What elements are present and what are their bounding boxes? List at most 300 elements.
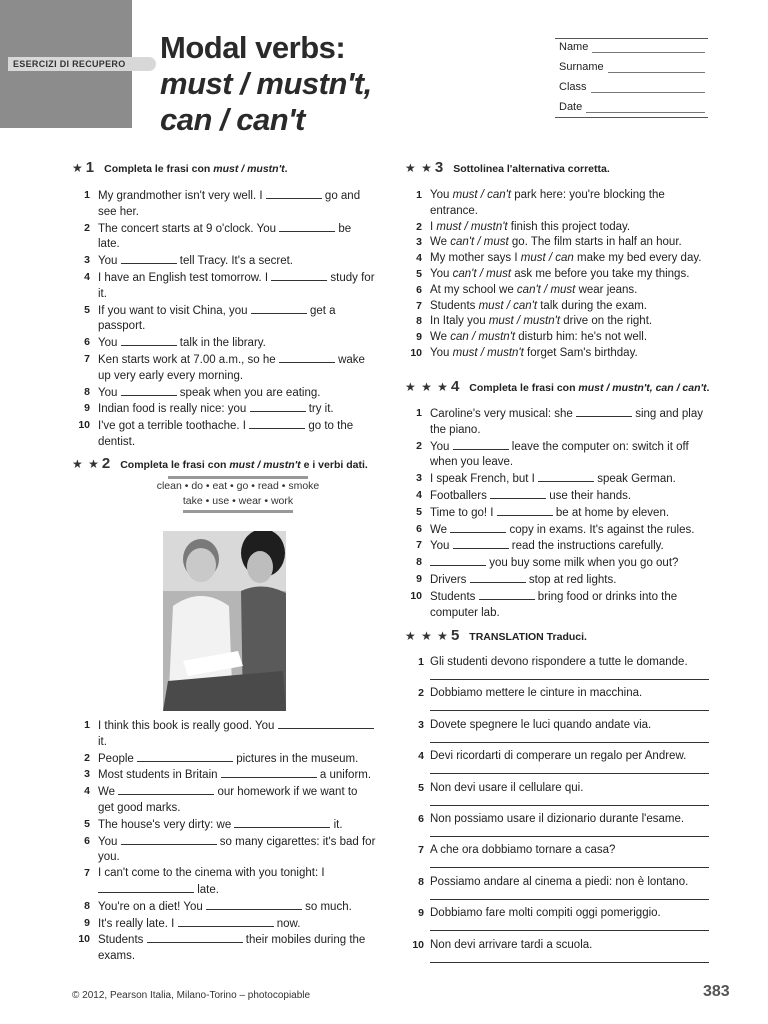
sentence-start: At my school we	[430, 283, 517, 296]
item-number: 1	[84, 189, 90, 201]
item-number: 8	[84, 899, 90, 912]
answer-blank[interactable]	[221, 767, 317, 778]
translation-answer-line[interactable]	[430, 699, 709, 711]
translation-sentence	[410, 907, 709, 919]
item-text	[430, 488, 713, 505]
item-number: 6	[84, 834, 90, 847]
sentence-start: You	[98, 386, 121, 399]
translation-answer-line[interactable]	[430, 888, 709, 900]
choice-alternatives[interactable]: must / can't	[452, 189, 512, 201]
sentence-start: My grandmother isn't very well. I	[98, 190, 266, 202]
sentence-end: go to the dentist.	[98, 420, 354, 448]
answer-blank[interactable]	[147, 932, 243, 943]
item-number: 5	[418, 781, 424, 794]
item-number: 6	[418, 813, 424, 825]
sentence-end: leave the computer on: switch it off when you leave.	[430, 440, 689, 469]
sentence-start: You	[98, 337, 121, 350]
choice-alternatives[interactable]: can't / must	[516, 283, 576, 296]
translation-item	[410, 939, 709, 963]
choice-alternatives[interactable]: can't / must	[452, 267, 512, 280]
exercise-1-list	[76, 188, 376, 451]
exercise-number: 1	[85, 159, 95, 176]
list-item	[408, 251, 713, 267]
copyright-notice: © 2012, Pearson Italia, Milano-Torino – photocopiable	[72, 990, 311, 1001]
italian-sentence: A che ora dobbiamo tornare a casa?	[430, 844, 616, 857]
item-number: 1	[416, 407, 422, 419]
sentence-start: Students	[98, 934, 147, 947]
answer-blank[interactable]	[137, 751, 233, 762]
sentence-end: wear jeans.	[575, 283, 638, 296]
list-item	[76, 932, 376, 965]
list-item	[76, 751, 376, 768]
sentence-end: our homework if we want to get good marks.	[98, 786, 358, 814]
sentence-end: park here: you're blocking the entrance.	[430, 189, 665, 217]
exercise-2-heading	[72, 455, 368, 472]
item-text	[430, 188, 713, 220]
word-box	[150, 476, 326, 513]
item-number: 10	[78, 419, 90, 432]
photo-illustration	[163, 531, 286, 711]
answer-blank[interactable]	[249, 418, 305, 429]
item-number: 2	[84, 221, 90, 234]
list-item	[408, 314, 713, 330]
exercise-number: 2	[101, 455, 111, 472]
name-field[interactable]: Name	[559, 41, 705, 53]
list-item	[408, 439, 713, 472]
translation-sentence	[410, 876, 709, 888]
list-item	[76, 718, 376, 751]
list-item	[408, 188, 713, 220]
item-number: 2	[416, 439, 422, 452]
translation-item	[410, 719, 709, 743]
translation-sentence	[410, 750, 709, 762]
translation-answer-line[interactable]	[430, 668, 709, 680]
item-text	[430, 572, 713, 589]
sentence-end: talk during the exam.	[537, 299, 647, 312]
answer-blank[interactable]	[453, 538, 509, 549]
students-reading-photo	[163, 531, 286, 711]
list-item	[408, 220, 713, 236]
item-number: 9	[416, 331, 422, 344]
item-text	[98, 401, 376, 418]
sentence-end: pictures in the museum.	[233, 752, 359, 765]
sentence-end: disturb him: he's not well.	[515, 331, 648, 344]
item-text	[430, 439, 713, 472]
list-item	[76, 221, 376, 254]
item-number: 7	[416, 539, 422, 552]
list-item	[408, 283, 713, 299]
answer-blank[interactable]	[178, 916, 274, 927]
sentence-start: In Italy you	[430, 315, 489, 328]
item-text	[430, 538, 713, 555]
item-text	[98, 751, 376, 768]
item-text	[430, 471, 713, 488]
sentence-end: make my bed every day.	[573, 252, 702, 265]
item-number: 5	[416, 505, 422, 518]
difficulty-stars: ★ ★ ★	[405, 380, 449, 394]
translation-item	[410, 813, 709, 837]
answer-blank[interactable]	[279, 352, 335, 363]
list-item	[408, 267, 713, 283]
item-number: 7	[416, 299, 422, 312]
difficulty-stars: ★ ★	[72, 457, 100, 471]
sentence-end: their mobiles during the exams.	[98, 934, 366, 963]
sentence-end: late.	[194, 883, 219, 896]
item-text	[98, 916, 376, 933]
list-item	[76, 866, 376, 899]
sentence-start: I have an English test tomorrow. I	[98, 271, 272, 284]
item-number: 6	[416, 283, 422, 296]
sentence-start: The house's very dirty: we	[98, 818, 235, 831]
item-text	[98, 253, 376, 270]
difficulty-stars: ★ ★	[405, 161, 433, 175]
item-number: 2	[84, 751, 90, 764]
sentence-start: I've got a terrible toothache. I	[98, 420, 250, 433]
choice-alternatives[interactable]: can / mustn't	[450, 331, 516, 344]
item-text	[430, 220, 713, 236]
item-text	[98, 270, 376, 303]
sentence-start: I speak French, but I	[430, 473, 539, 486]
sentence-end: so many cigarettes: it's bad for you.	[98, 835, 376, 864]
item-number: 5	[84, 303, 90, 316]
item-number: 8	[416, 556, 422, 569]
title-line-3: can / can't	[160, 102, 305, 137]
list-item	[408, 406, 713, 439]
answer-blank[interactable]	[266, 188, 322, 199]
item-number: 6	[84, 336, 90, 349]
answer-blank[interactable]	[497, 505, 553, 516]
answer-blank[interactable]	[278, 718, 374, 729]
sentence-end: tell Tracy. It's a secret.	[176, 255, 293, 268]
answer-blank[interactable]	[234, 817, 330, 828]
answer-blank[interactable]	[490, 488, 546, 499]
item-number: 9	[416, 572, 422, 585]
translation-sentence	[410, 656, 709, 668]
difficulty-stars: ★	[72, 161, 84, 175]
sentence-end: it.	[98, 735, 107, 748]
sentence-start: Most students in Britain	[98, 769, 221, 782]
italian-sentence: Gli studenti devono rispondere a tutte le domande.	[430, 656, 688, 668]
list-item	[408, 488, 713, 505]
italian-sentence: Dobbiamo fare molti compiti oggi pomeriggio.	[430, 907, 661, 920]
sentence-end: drive on the right.	[560, 315, 653, 328]
list-item	[408, 555, 713, 572]
section-tag: ESERCIZI DI RECUPERO	[8, 57, 156, 71]
sentence-start: Drivers	[430, 573, 470, 586]
item-text	[98, 221, 376, 254]
translation-sentence	[410, 844, 709, 856]
list-item	[408, 589, 713, 622]
item-number: 8	[418, 875, 424, 888]
exercise-3-list	[408, 188, 713, 362]
translation-answer-line[interactable]	[430, 731, 709, 743]
translation-answer-line[interactable]	[430, 762, 709, 774]
list-item	[76, 899, 376, 916]
list-item	[76, 253, 376, 270]
sentence-start: You	[98, 835, 121, 848]
choice-alternatives[interactable]: can't / must	[450, 236, 509, 249]
page-title	[160, 30, 372, 138]
item-number: 3	[416, 236, 422, 249]
choice-alternatives[interactable]: must / can't	[478, 299, 538, 312]
italian-sentence: Non possiamo usare il dizionario durante l'esame.	[430, 813, 685, 825]
item-text	[430, 555, 713, 572]
sentence-end: speak German.	[594, 473, 676, 486]
answer-blank[interactable]	[121, 385, 177, 396]
item-number: 3	[84, 768, 90, 781]
title-line-2: must / mustn't,	[160, 66, 372, 101]
item-text	[98, 335, 376, 352]
exercise-instruction: Completa le frasi con must / mustn't.	[104, 163, 288, 175]
sentence-start: You	[430, 440, 453, 453]
list-item	[76, 270, 376, 303]
sentence-start: We	[430, 236, 451, 249]
sentence-end: it.	[330, 818, 343, 831]
exercise-number: 5	[450, 627, 460, 644]
item-text	[98, 767, 376, 784]
item-number: 3	[84, 254, 90, 267]
sentence-start: You	[430, 540, 453, 553]
sentence-start: You	[98, 255, 121, 268]
item-number: 2	[416, 220, 422, 233]
item-text	[430, 283, 713, 299]
item-text	[98, 784, 376, 817]
item-text	[430, 406, 713, 439]
translation-sentence	[410, 719, 709, 731]
item-text	[98, 303, 376, 336]
item-text	[98, 352, 376, 385]
sentence-end: finish this project today.	[507, 220, 631, 233]
list-item	[76, 834, 376, 867]
translation-answer-line[interactable]	[430, 951, 709, 963]
sentence-end: stop at red lights.	[525, 573, 617, 586]
list-item	[76, 817, 376, 834]
date-field[interactable]: Date	[559, 101, 705, 113]
list-item	[76, 188, 376, 221]
sentence-start: Caroline's very musical: she	[430, 408, 576, 420]
item-number: 10	[78, 933, 90, 946]
item-number: 3	[418, 718, 424, 731]
italian-sentence: Non devi usare il cellulare qui.	[430, 781, 584, 794]
word-box-line-1: clean • do • eat • go • read • smoke	[156, 480, 320, 492]
item-text	[430, 251, 713, 267]
list-item	[76, 767, 376, 784]
sentence-start: My mother says I	[430, 252, 521, 265]
answer-blank[interactable]	[450, 522, 506, 533]
item-number: 2	[418, 687, 424, 700]
italian-sentence: Dobbiamo mettere le cinture in macchina.	[430, 687, 643, 700]
answer-blank[interactable]	[118, 784, 214, 795]
sentence-start: I	[430, 220, 437, 233]
sentence-start: Ken starts work at 7.00 a.m., so he	[98, 353, 279, 366]
list-item	[76, 916, 376, 933]
sentence-end: wake up very early every morning.	[98, 353, 365, 382]
answer-blank[interactable]	[121, 253, 177, 264]
sentence-end: use their hands.	[546, 489, 632, 502]
sentence-end: go. The film starts in half an hour.	[508, 236, 682, 249]
list-item	[76, 401, 376, 418]
item-number: 1	[418, 656, 424, 668]
sentence-start: You	[430, 346, 453, 359]
answer-blank[interactable]	[121, 335, 177, 346]
list-item	[76, 385, 376, 402]
item-number: 5	[416, 267, 422, 280]
translation-answer-line[interactable]	[430, 856, 709, 868]
italian-sentence: Non devi arrivare tardi a scuola.	[430, 938, 593, 951]
item-text	[430, 330, 713, 346]
translation-item	[410, 907, 709, 931]
list-item	[408, 299, 713, 315]
sentence-end: try it.	[305, 403, 334, 416]
answer-blank[interactable]	[250, 401, 306, 412]
answer-blank[interactable]	[251, 303, 307, 314]
sentence-end: go and see her.	[98, 190, 361, 218]
italian-sentence: Dovete spegnere le luci quando andate via.	[430, 718, 652, 731]
sentence-start: People	[98, 752, 138, 765]
item-number: 4	[84, 785, 90, 798]
sentence-end: you buy some milk when you go out?	[486, 557, 679, 570]
sentence-start: It's really late. I	[98, 917, 178, 930]
item-number: 4	[84, 270, 90, 283]
choice-alternatives[interactable]: must / mustn't	[488, 315, 561, 328]
answer-blank[interactable]	[279, 221, 335, 232]
sentence-start: We	[430, 331, 451, 344]
sentence-start: Footballers	[430, 489, 491, 502]
title-line-1: Modal verbs:	[160, 30, 346, 65]
sentence-end: sing and play the piano.	[430, 408, 703, 436]
translation-answer-line[interactable]	[430, 794, 709, 806]
sentence-start: Indian food is really nice: you	[98, 403, 250, 416]
list-item	[76, 303, 376, 336]
sentence-start: You're on a diet! You	[98, 900, 206, 913]
item-text	[430, 589, 713, 622]
list-item	[76, 335, 376, 352]
difficulty-stars: ★ ★ ★	[405, 629, 449, 643]
sentence-end: speak when you are eating.	[176, 386, 321, 399]
exercise-1-heading	[72, 159, 288, 176]
item-number: 9	[84, 402, 90, 415]
item-text	[430, 267, 713, 283]
exercise-number: 3	[434, 159, 444, 176]
answer-blank[interactable]	[271, 270, 327, 281]
sentence-start: If you want to visit China, you	[98, 304, 251, 317]
item-text	[98, 899, 376, 916]
item-text	[98, 418, 376, 451]
item-text	[430, 235, 713, 251]
list-item	[408, 346, 713, 362]
sentence-end: get a passport.	[98, 304, 336, 333]
sentence-start: Students	[430, 590, 479, 603]
exercise-number: 4	[450, 378, 460, 395]
item-number: 1	[416, 189, 422, 201]
sentence-start: You	[430, 267, 453, 280]
translation-item	[410, 656, 709, 680]
item-text	[98, 718, 376, 751]
sentence-end: study for it.	[98, 271, 375, 300]
item-text	[98, 834, 376, 867]
list-item	[408, 505, 713, 522]
student-info-box	[555, 38, 708, 118]
sentence-end: be late.	[98, 222, 352, 251]
translation-item	[410, 876, 709, 900]
item-number: 7	[418, 844, 424, 857]
sentence-end: be at home by eleven.	[552, 506, 670, 519]
sentence-end: now.	[273, 917, 301, 930]
item-number: 7	[84, 867, 90, 880]
choice-alternatives[interactable]: must / mustn't	[452, 346, 524, 359]
item-text	[430, 299, 713, 315]
item-number: 10	[412, 938, 424, 951]
sentence-start: We	[98, 786, 119, 799]
item-number: 7	[84, 352, 90, 365]
translation-answer-line[interactable]	[430, 919, 709, 931]
translation-item	[410, 750, 709, 774]
item-text	[430, 346, 713, 362]
sentence-end: copy in exams. It's against the rules.	[506, 523, 695, 536]
choice-alternatives[interactable]: must / mustn't	[436, 220, 508, 233]
answer-blank[interactable]	[98, 882, 194, 893]
exercise-2-list	[76, 718, 376, 965]
exercise-5-heading	[405, 627, 587, 644]
exercise-4-list	[408, 406, 713, 621]
answer-blank[interactable]	[538, 471, 594, 482]
answer-blank[interactable]	[121, 834, 217, 845]
answer-blank[interactable]	[479, 589, 535, 600]
item-number: 9	[84, 916, 90, 929]
answer-blank[interactable]	[453, 439, 509, 450]
translation-answer-line[interactable]	[430, 825, 709, 837]
translation-item	[410, 844, 709, 868]
choice-alternatives[interactable]: must / can	[520, 252, 574, 265]
sentence-end: ask me before you take my things.	[511, 267, 690, 280]
list-item	[76, 418, 376, 451]
item-number: 10	[410, 589, 422, 602]
translation-sentence	[410, 782, 709, 794]
exercise-3-heading	[405, 159, 610, 176]
sentence-end: a uniform.	[316, 769, 372, 782]
sentence-end: read the instructions carefully.	[508, 540, 664, 553]
sentence-end: so much.	[301, 900, 352, 913]
word-box-line-2: take • use • wear • work	[182, 495, 294, 507]
item-text	[98, 188, 376, 221]
item-number: 3	[416, 472, 422, 485]
item-number: 9	[418, 907, 424, 920]
list-item	[408, 235, 713, 251]
item-text	[98, 817, 376, 834]
answer-blank[interactable]	[430, 555, 486, 566]
item-number: 10	[410, 346, 422, 359]
item-number: 1	[84, 719, 90, 731]
class-field[interactable]: Class	[559, 81, 705, 93]
sentence-start: Time to go! I	[430, 506, 497, 519]
italian-sentence: Possiamo andare al cinema a piedi: non è lontano.	[430, 875, 689, 888]
exercise-4-heading	[405, 378, 709, 395]
sentence-start: I can't come to the cinema with you tonight: I	[98, 867, 325, 880]
page-number: 383	[703, 983, 730, 1000]
sentence-start: I think this book is really good. You	[98, 720, 278, 732]
exercise-instruction: Completa le frasi con must / mustn't, can / can't.	[469, 382, 710, 394]
sentence-end: talk in the library.	[176, 337, 266, 350]
translation-sentence	[410, 813, 709, 825]
surname-field[interactable]: Surname	[559, 61, 705, 73]
answer-blank[interactable]	[206, 899, 302, 910]
item-number: 4	[416, 252, 422, 265]
exercise-instruction: TRANSLATION Traduci.	[469, 631, 587, 643]
list-item	[408, 572, 713, 589]
item-text	[98, 385, 376, 402]
answer-blank[interactable]	[576, 406, 632, 417]
answer-blank[interactable]	[470, 572, 526, 583]
